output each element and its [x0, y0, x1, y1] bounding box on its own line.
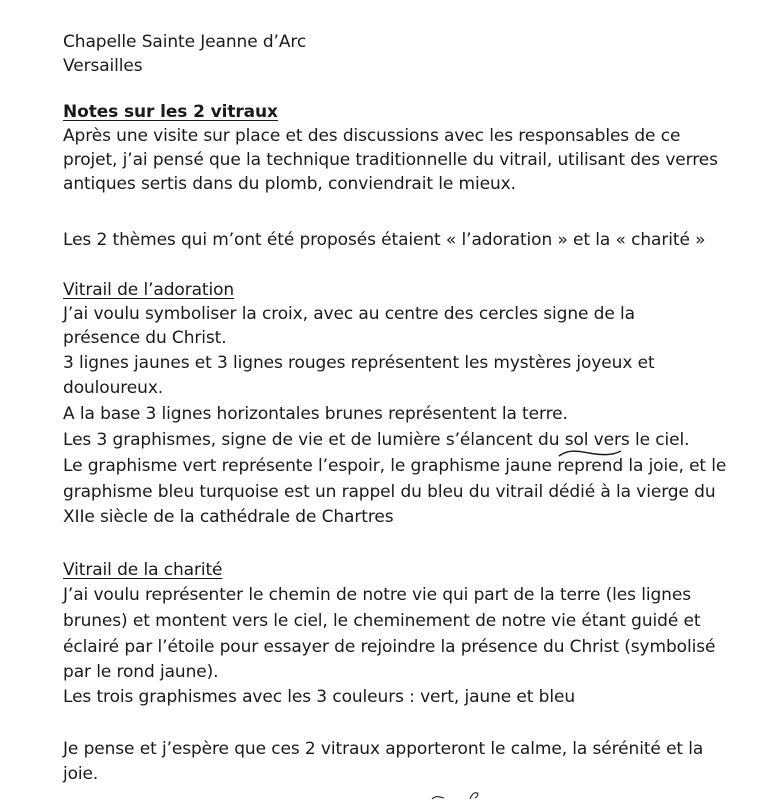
- paragraph-line: projet, j’ai pensé que la technique traditionnelle du vitrail, utilisant des verres: [63, 150, 718, 170]
- paragraph-line: joie.: [63, 764, 99, 784]
- paragraph-line: présence du Christ.: [63, 328, 227, 348]
- paragraph-line: XIIe siècle de la cathédrale de Chartres: [63, 507, 394, 527]
- paragraph-line: J’ai voulu représenter le chemin de notre vie qui part de la terre (les lignes: [63, 585, 691, 605]
- text-segment: la joie, et le: [623, 456, 727, 476]
- adoration-title: Vitrail de l’adoration: [63, 280, 235, 300]
- paragraph-line: Je pense et j’espère que ces 2 vitraux apporteront le calme, la sérénité et la: [63, 739, 704, 759]
- themes-line: Les 2 thèmes qui m’ont été proposés étaient « l’adoration » et la « charité »: [63, 230, 706, 250]
- paragraph-line: éclairé par l’étoile pour essayer de rejoindre la présence du Christ (symbolisé: [63, 637, 716, 657]
- paragraph-line: antiques sertis dans du plomb, conviendrait le mieux.: [63, 174, 516, 194]
- paragraph-line: Les trois graphismes avec les 3 couleurs : vert, jaune et bleu: [63, 687, 576, 707]
- paragraph-line: A la base 3 lignes horizontales brunes représentent la terre.: [63, 404, 568, 424]
- notes-title: Notes sur les 2 vitraux: [63, 102, 278, 122]
- handwritten-underline-word: reprend: [557, 454, 623, 478]
- handwritten-stroke-icon: [557, 450, 623, 458]
- paragraph-line: Après une visite sur place et des discussions avec les responsables de ce: [63, 126, 681, 146]
- text-segment: Le graphisme vert représente l’espoir, le graphisme jaune: [63, 456, 558, 476]
- paragraph-line: par le rond jaune).: [63, 662, 219, 682]
- charite-title: Vitrail de la charité: [63, 560, 223, 580]
- paragraph-line: [63, 454, 726, 478]
- header-chapel-name: Chapelle Sainte Jeanne d’Arc: [63, 32, 307, 52]
- paragraph-line: Les 3 graphismes, signe de vie et de lumière s’élancent du sol vers le ciel.: [63, 430, 690, 450]
- paragraph-line: graphisme bleu turquoise est un rappel du bleu du vitrail dédié à la vierge du: [63, 482, 716, 502]
- paragraph-line: brunes) et montent vers le ciel, le cheminement de notre vie étant guidé et: [63, 611, 701, 631]
- header-city: Versailles: [63, 56, 143, 76]
- paragraph-line: douloureux.: [63, 378, 164, 398]
- paragraph-line: J’ai voulu symboliser la croix, avec au centre des cercles signe de la: [63, 304, 635, 324]
- handwriting-fragment-icon: [430, 791, 490, 800]
- paragraph-line: 3 lignes jaunes et 3 lignes rouges représentent les mystères joyeux et: [63, 353, 655, 373]
